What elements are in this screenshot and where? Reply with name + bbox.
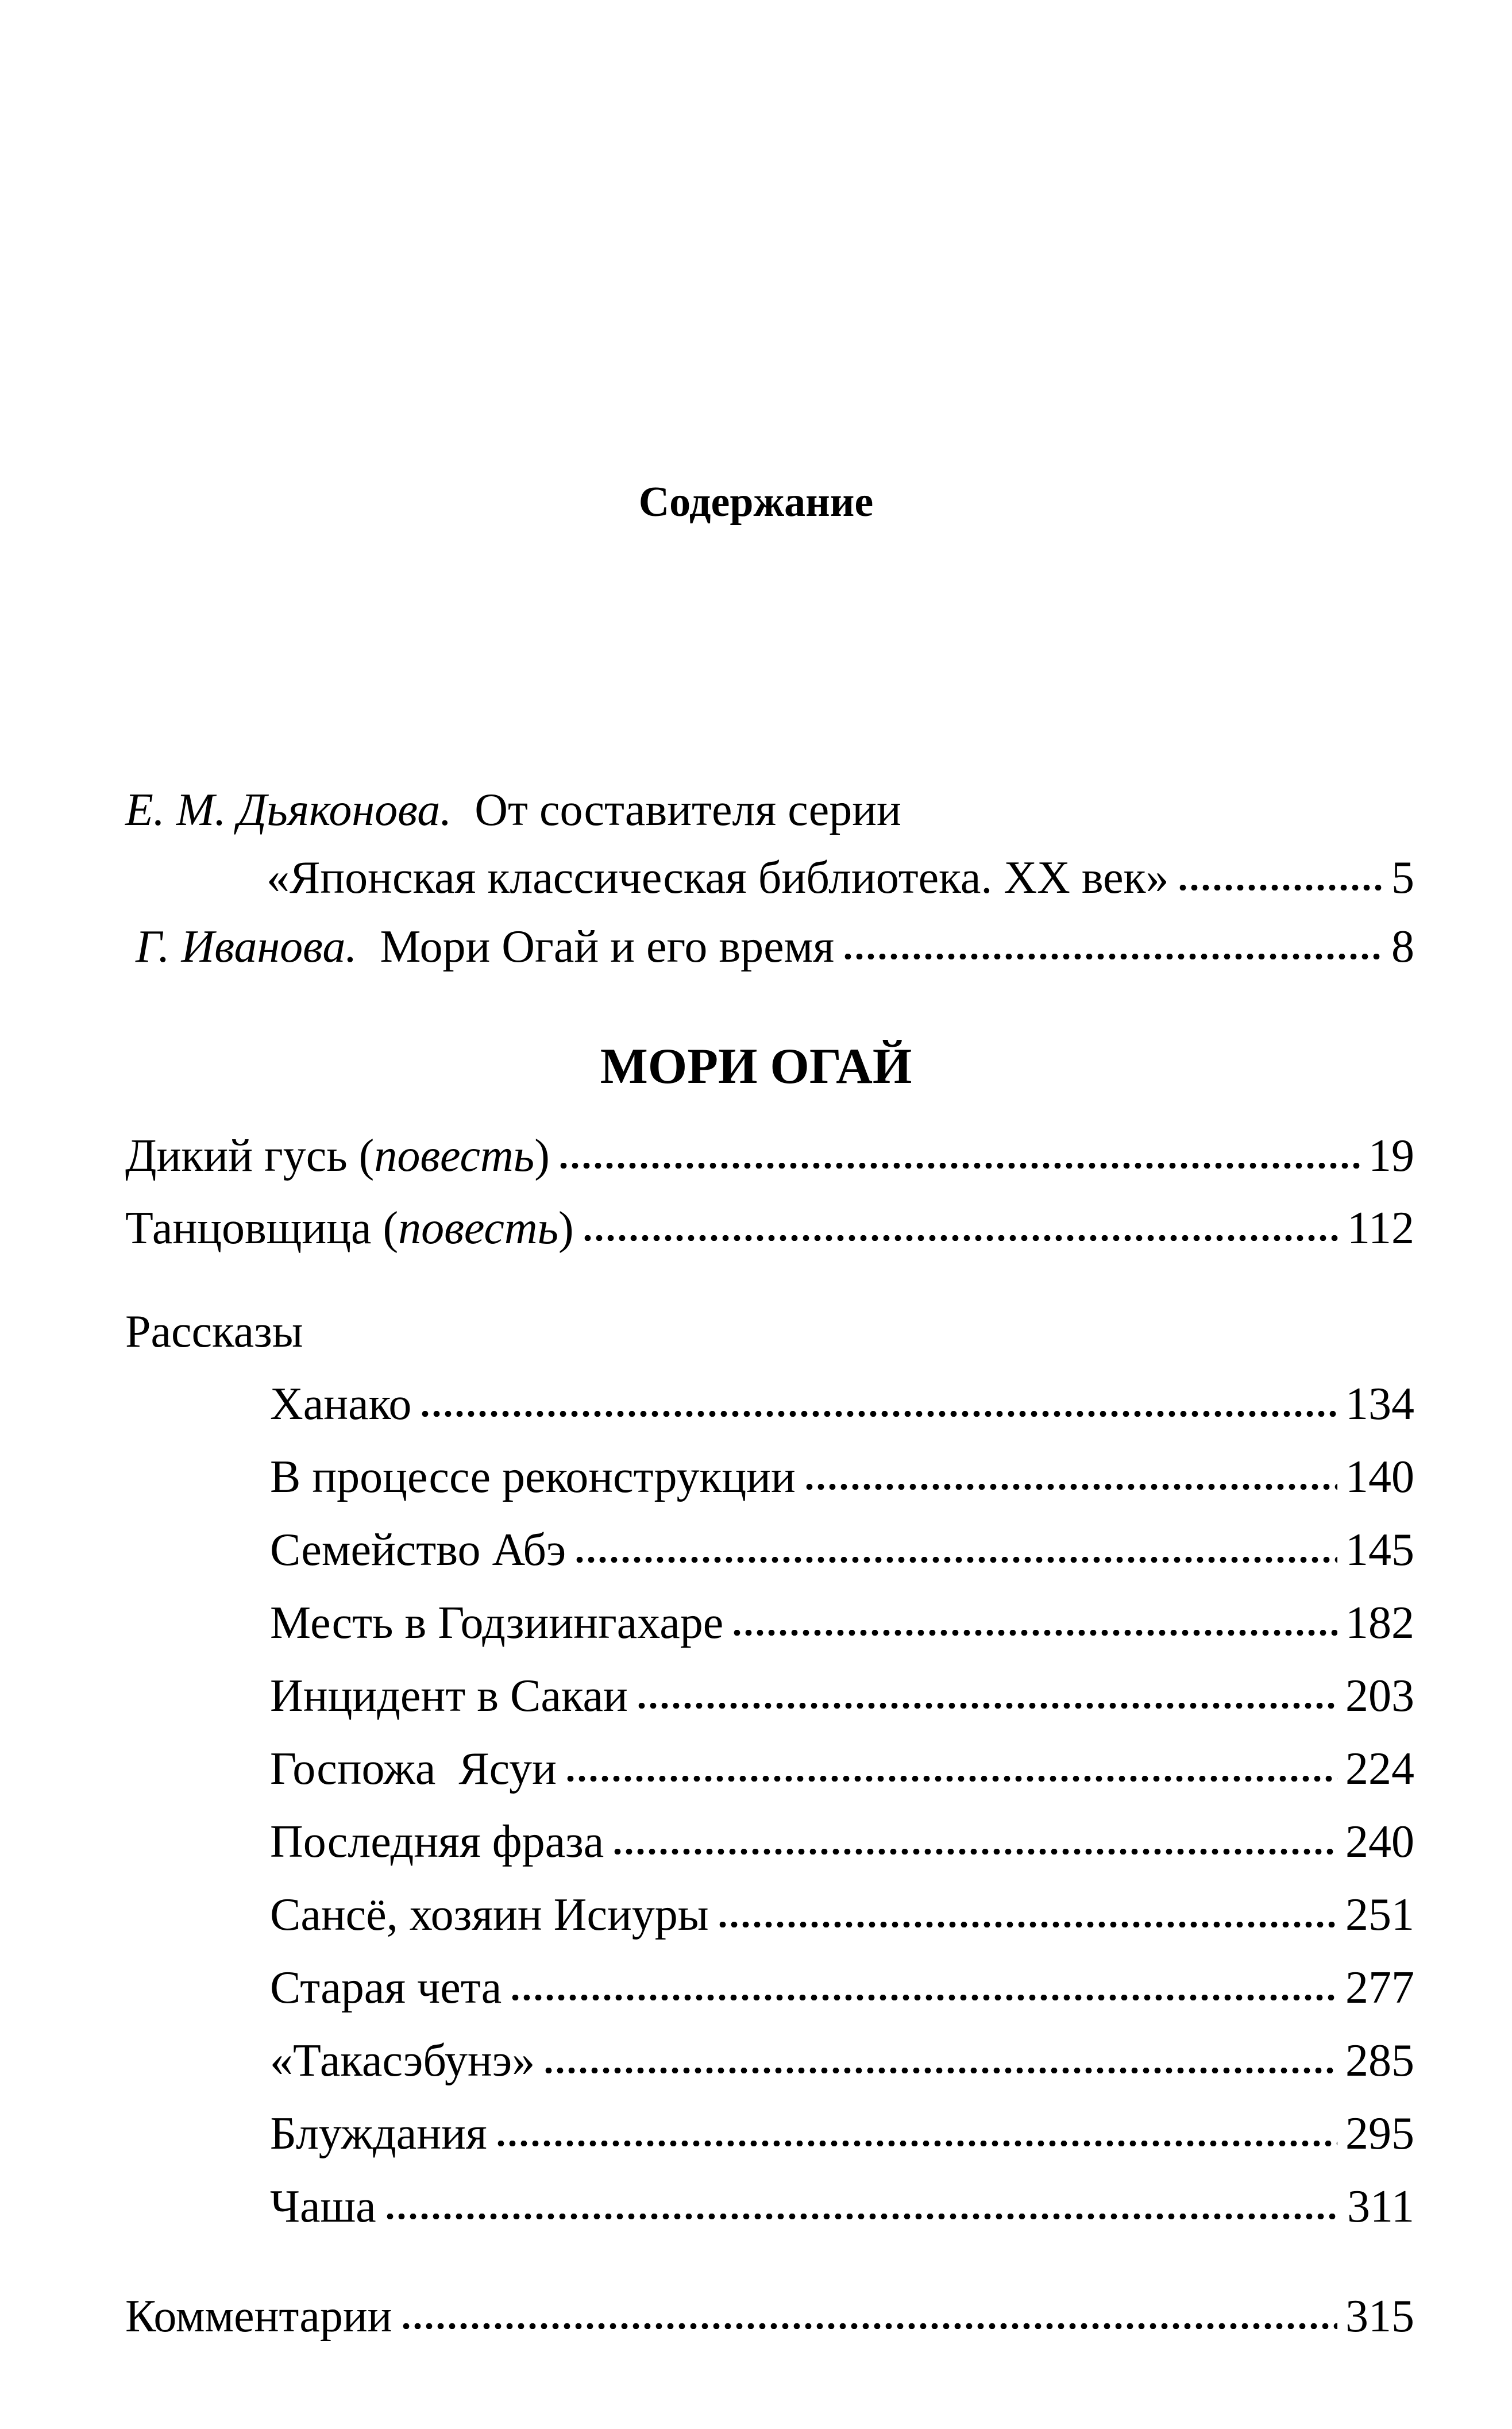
work-entry-2-page: 112	[1347, 1203, 1414, 1254]
story-entry	[270, 2181, 1414, 2239]
dot-leader	[565, 1776, 1337, 1782]
work-entry-1-title-end: )	[534, 1131, 550, 1181]
intro-entry-1-title-line2: «Японская классическая библиотека. XX век»	[267, 853, 1169, 903]
work-entry-2	[125, 1205, 1414, 1260]
dot-leader	[558, 1163, 1360, 1169]
work-entry-2-title	[125, 1203, 574, 1254]
dot-leader	[582, 1235, 1339, 1241]
story-page: 224	[1345, 1744, 1414, 1794]
comments-title: Комментарии	[125, 2291, 392, 2342]
dot-leader	[510, 1995, 1337, 2000]
work-entry-1-page: 19	[1368, 1131, 1414, 1181]
story-entry	[270, 1819, 1414, 1874]
intro-entry-2-title: Мори Огай и его время	[380, 922, 835, 972]
intro-entry-2-author: Г. Иванова.	[136, 922, 357, 972]
intro-entry-1-title-line1: От составителя серии	[475, 785, 901, 835]
story-entry	[270, 1746, 1414, 1801]
dot-leader	[400, 2323, 1338, 2329]
work-entry-1-title-text: Дикий гусь (	[125, 1131, 375, 1181]
story-entry	[270, 2035, 1414, 2093]
story-page: 251	[1345, 1890, 1414, 1940]
story-entry	[270, 1600, 1414, 1655]
story-entry	[270, 2108, 1414, 2166]
dot-leader	[731, 1630, 1337, 1636]
story-title: Чаша	[270, 2181, 376, 2232]
work-entry-1-title	[125, 1133, 550, 1179]
intro-entry-2	[136, 924, 1414, 979]
story-title: Старая чета	[270, 1963, 502, 2013]
story-page: 240	[1345, 1817, 1414, 1867]
comments-entry	[125, 2293, 1414, 2349]
intro-entry-1-line2	[267, 855, 1414, 910]
dot-leader	[574, 1557, 1337, 1563]
dot-leader	[842, 954, 1383, 959]
dot-leader	[612, 1849, 1337, 1854]
intro-entry-2-page: 8	[1391, 922, 1414, 972]
story-title: Госпожа Ясуи	[270, 1744, 557, 1794]
work-entry-1	[125, 1133, 1414, 1188]
intro-entry-1-author: Е. М. Дьяконова.	[125, 785, 452, 835]
story-title: Инцидент в Сакаи	[270, 1671, 628, 1721]
work-entry-2-genre: повесть	[398, 1203, 559, 1254]
story-page: 182	[1345, 1598, 1414, 1648]
story-entry	[270, 1965, 1414, 2020]
story-title: Блуждания	[270, 2108, 487, 2159]
story-title: Последняя фраза	[270, 1817, 604, 1867]
story-page: 277	[1345, 1963, 1414, 2013]
dot-leader	[636, 1703, 1337, 1709]
stories-heading: Рассказы	[125, 1306, 303, 1357]
story-entry	[270, 1527, 1414, 1582]
section-title: МОРИ ОГАЙ	[600, 1039, 912, 1094]
dot-leader	[717, 1922, 1337, 1927]
dot-leader	[543, 2068, 1337, 2073]
story-title: «Такасэбунэ»	[270, 2035, 535, 2086]
dot-leader	[495, 2141, 1337, 2146]
story-title: Месть в Годзиингахаре	[270, 1598, 724, 1648]
story-title: В процессе реконструкции	[270, 1452, 796, 1502]
story-title: Ханако	[270, 1379, 412, 1429]
dot-leader	[419, 1411, 1337, 1417]
work-entry-2-title-text: Танцовщица (	[125, 1203, 399, 1254]
story-title: Семейство Абэ	[270, 1525, 566, 1575]
work-entry-2-title-end: )	[558, 1203, 574, 1254]
dot-leader	[1177, 885, 1383, 890]
comments-page: 315	[1345, 2291, 1414, 2342]
story-title: Сансё, хозяин Исиуры	[270, 1890, 709, 1940]
story-entry	[270, 1673, 1414, 1728]
intro-entry-1-page: 5	[1391, 853, 1414, 903]
story-entry	[270, 1892, 1414, 1947]
story-page: 145	[1345, 1525, 1414, 1575]
story-page: 203	[1345, 1671, 1414, 1721]
story-page: 295	[1345, 2108, 1414, 2159]
contents-heading: Содержание	[638, 479, 874, 526]
story-page: 311	[1347, 2181, 1414, 2232]
story-page: 134	[1345, 1379, 1414, 1429]
intro-entry-1-line1	[125, 787, 901, 833]
dot-leader	[804, 1484, 1337, 1490]
story-entry	[270, 1381, 1414, 1436]
story-entry	[270, 1454, 1414, 1509]
story-page: 140	[1345, 1452, 1414, 1502]
work-entry-1-genre: повесть	[374, 1131, 535, 1181]
dot-leader	[384, 2214, 1339, 2219]
story-page: 285	[1345, 2035, 1414, 2086]
